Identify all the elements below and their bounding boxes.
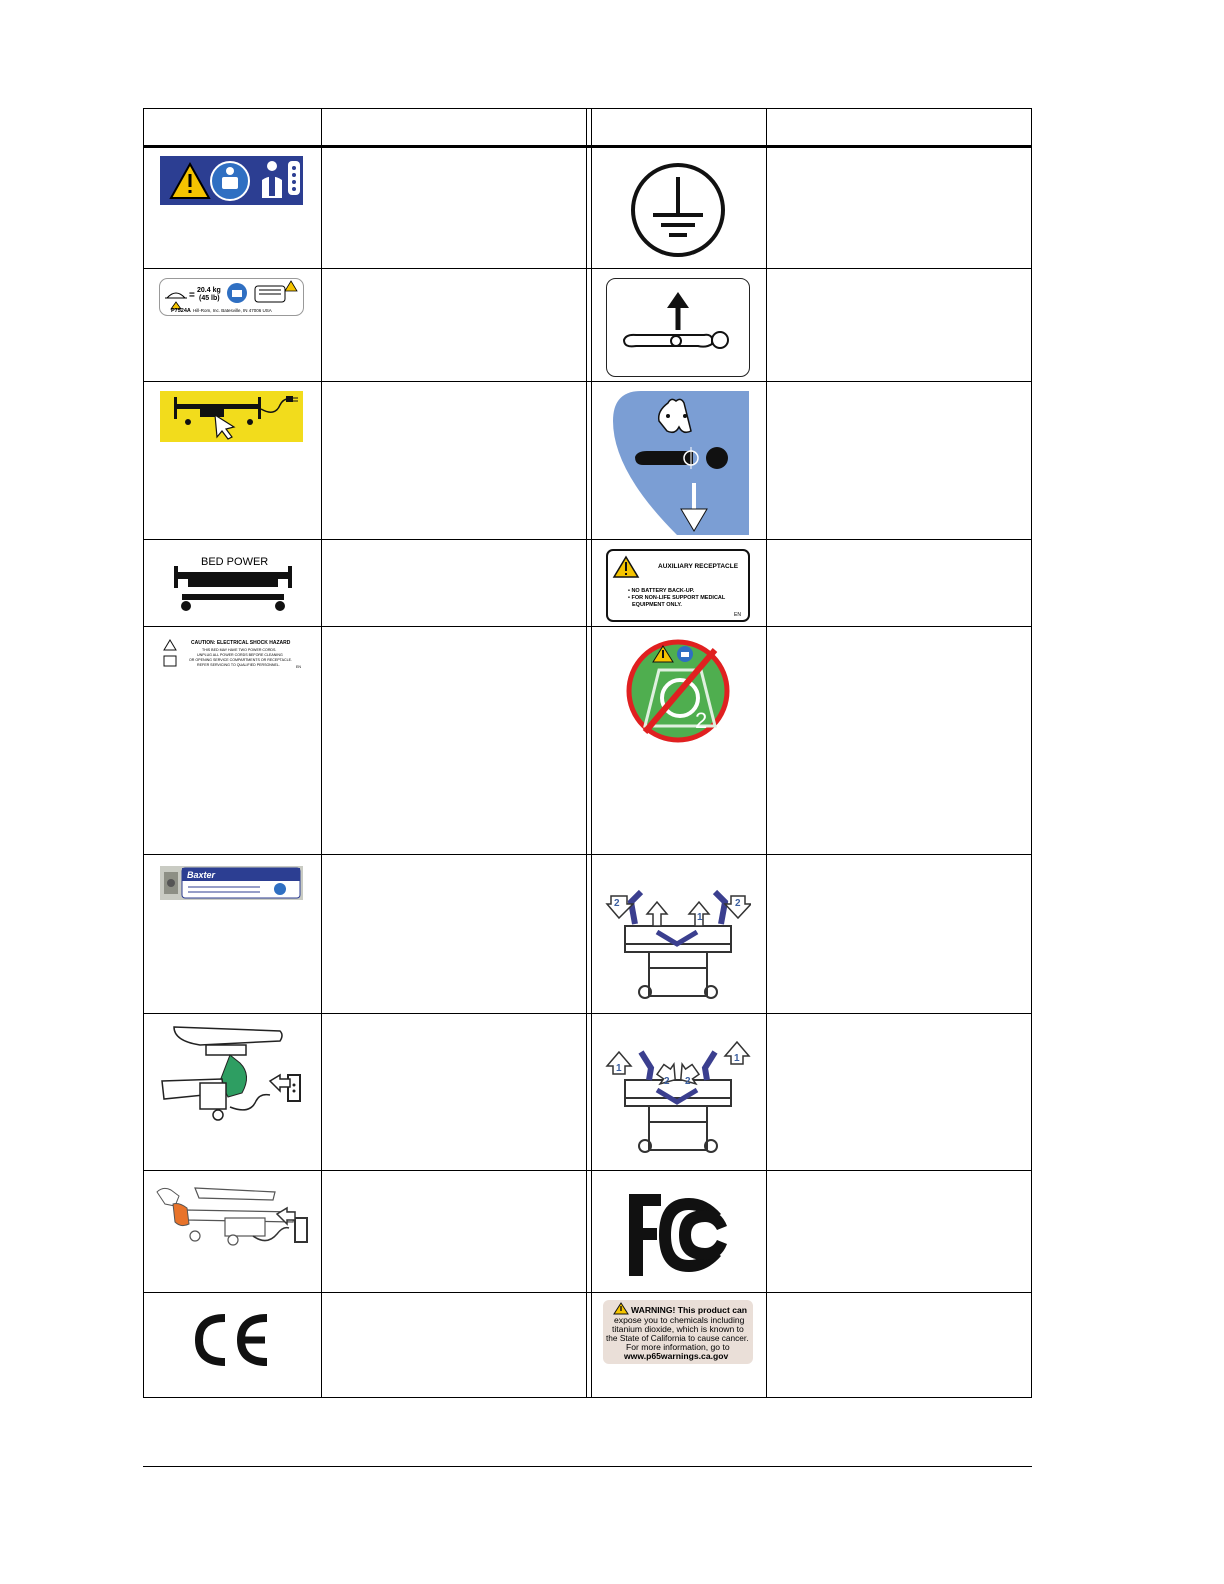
cpr-lower-head-icon [613, 391, 749, 535]
column-divider [591, 108, 592, 1398]
latch-step2-left-text: 2 [664, 1076, 670, 1087]
svg-text:=: = [189, 290, 195, 301]
shock-line4-text: REFER SERVICING TO QUALIFIED PERSONNEL. [197, 663, 280, 667]
footer-rule [143, 1466, 1032, 1467]
row-divider [143, 539, 1032, 540]
ce-mark-icon [195, 1314, 271, 1366]
row-divider [143, 1013, 1032, 1014]
row-divider [143, 1292, 1032, 1293]
table-top-border [143, 108, 1032, 109]
protective-earth-ground-icon [629, 161, 727, 259]
table-bottom-border [143, 1397, 1032, 1398]
baxter-brand-text: Baxter [187, 870, 216, 880]
pedal-unplug-icon [155, 1182, 310, 1252]
fcc-mark-icon [625, 1192, 731, 1278]
latch-step2-right-text: 2 [685, 1076, 691, 1087]
prop65-line5-text: For more information, go to [626, 1342, 730, 1352]
prop65-line6-text: www.p65warnings.ca.gov [624, 1351, 729, 1361]
row-divider [143, 626, 1032, 627]
column-divider [586, 108, 587, 1398]
prop65-line3-text: titanium dioxide, which is known to [612, 1324, 744, 1334]
manufacturer-text: Hill-Rom, Inc. Batesville, IN 47006 USA [193, 308, 272, 313]
weight-lb-text: (45 lb) [199, 295, 220, 302]
bed-power-label-icon [168, 552, 298, 612]
unplug-before-moving-icon [160, 1023, 305, 1123]
aux-lang-text: EN [734, 612, 741, 618]
siderail-latch-icon [605, 1028, 751, 1156]
aux-line2-text: • FOR NON-LIFE SUPPORT MEDICAL [628, 595, 726, 601]
weight-kg-text: 20.4 kg [197, 287, 221, 294]
column-divider [321, 108, 322, 1398]
column-divider [766, 108, 767, 1398]
no-oxygen-tent-icon [623, 636, 733, 746]
step1-right-text: 1 [697, 912, 703, 923]
shock-lang-text: EN [296, 665, 301, 669]
shock-title-text: CAUTION: ELECTRICAL SHOCK HAZARD [191, 640, 291, 646]
shock-line1-text: THIS BED MAY HAVE TWO POWER CORDS. [202, 648, 277, 652]
aux-title-text: AUXILIARY RECEPTACLE [658, 563, 739, 570]
bed-plugged-yellow-label-icon [160, 391, 303, 442]
latch-step1-right-text: 1 [734, 1053, 740, 1064]
auxiliary-receptacle-label-icon [606, 549, 750, 622]
shock-line3-text: OR OPENING SERVICE COMPARTMENTS OR RECEPTACLE. [189, 658, 292, 662]
row-divider [143, 854, 1032, 855]
prop65-line1-text: WARNING! This product can [631, 1305, 748, 1315]
row-divider [143, 1170, 1032, 1171]
step2-right-text: 2 [735, 898, 741, 909]
warning-read-manual-operator-icon [160, 156, 303, 205]
aux-line1-text: • NO BATTERY BACK-UP. [628, 588, 695, 594]
prop65-line4-text: the State of California to cause cancer. [606, 1333, 749, 1343]
bed-power-text: BED POWER [201, 556, 269, 568]
prop65-warning-label-icon [603, 1300, 753, 1364]
safe-working-load-label-icon [159, 278, 304, 316]
shock-line2-text: UNPLUG ALL POWER CORDS BEFORE CLEANING [197, 653, 283, 657]
table-right-border [1031, 108, 1032, 1398]
electrical-shock-hazard-label-icon [160, 636, 305, 672]
aux-line3-text: EQUIPMENT ONLY. [632, 602, 682, 608]
step2-left-text: 2 [614, 898, 620, 909]
baxter-pump-label-icon [160, 866, 303, 900]
table-left-border [143, 108, 144, 1398]
latch-step1-left-text: 1 [616, 1063, 622, 1074]
o2-subscript-text: 2 [695, 708, 708, 733]
prop65-line2-text: expose you to chemicals including [614, 1315, 745, 1325]
patient-raise-arrow-icon [606, 278, 750, 377]
row-divider [143, 381, 1032, 382]
siderail-unlatch-icon [605, 874, 751, 1002]
symbols-table [143, 108, 1032, 1398]
part-number-text: P7524A [171, 308, 191, 314]
row-divider [143, 268, 1032, 269]
table-header-rule [143, 145, 1032, 148]
